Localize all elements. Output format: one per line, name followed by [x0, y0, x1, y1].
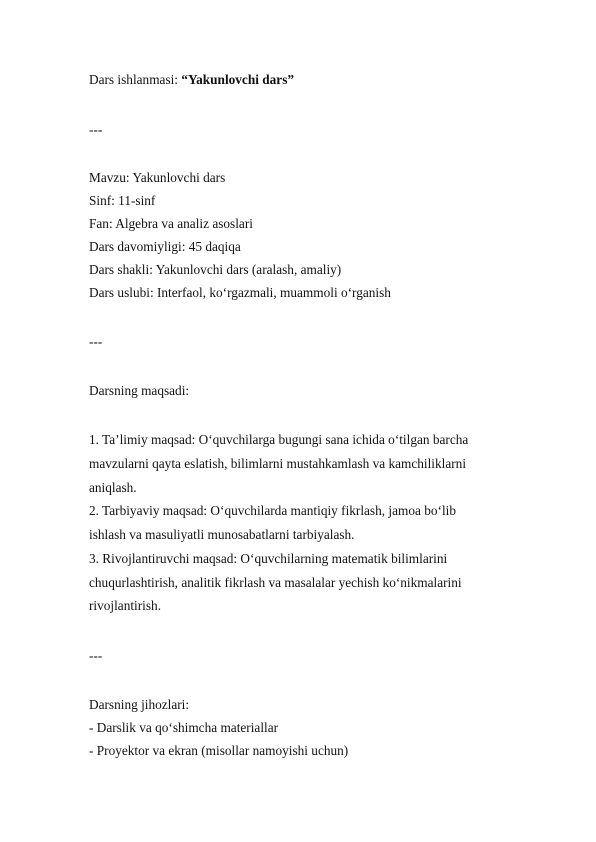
goal-line: 2. Tarbiyaviy maqsad: O‘quvchilarda mantiqiy fikrlash, jamoa bo‘lib [89, 503, 456, 518]
separator: --- [89, 122, 103, 137]
goal-line: chuqurlashtirish, analitik fikrlash va masalalar yechish ko‘nikmalarini [89, 575, 462, 590]
lesson-method-line: Dars uslubi: Interfaol, ko‘rgazmali, muammoli o‘rganish [89, 285, 391, 300]
separator: --- [89, 648, 103, 663]
goal-line: rivojlantirish. [89, 598, 162, 613]
grade-line: Sinf: 11-sinf [89, 193, 156, 208]
document-title-line [89, 72, 294, 88]
lesson-type-line: Dars shakli: Yakunlovchi dars (aralash, amaliy) [89, 262, 342, 277]
separator: --- [89, 334, 103, 349]
goal-line: mavzularni qayta eslatish, bilimlarni mustahkamlash va kamchiliklarni [89, 456, 467, 471]
duration-line: Dars davomiyligi: 45 daqiqa [89, 239, 241, 254]
document-title: “Yakunlovchi dars” [181, 72, 295, 87]
topic-line: Mavzu: Yakunlovchi dars [89, 170, 226, 185]
goal-line: aniqlash. [89, 480, 137, 495]
goal-line: ishlash va masuliyatli munosabatlarni tarbiyalash. [89, 527, 355, 542]
equipment-heading: Darsning jihozlari: [89, 697, 190, 712]
goal-line: 3. Rivojlantiruvchi maqsad: O‘quvchilarning matematik bilimlarini [89, 551, 448, 566]
goals-heading: Darsning maqsadi: [89, 383, 190, 398]
equipment-item: - Proyektor va ekran (misollar namoyishi uchun) [89, 743, 349, 758]
subject-line: Fan: Algebra va analiz asoslari [89, 216, 253, 231]
equipment-item: - Darslik va qo‘shimcha materiallar [89, 720, 279, 735]
title-label: Dars ishlanmasi: [89, 72, 182, 87]
goal-line: 1. Ta’limiy maqsad: O‘quvchilarga bugungi sana ichida o‘tilgan barcha [89, 432, 469, 447]
